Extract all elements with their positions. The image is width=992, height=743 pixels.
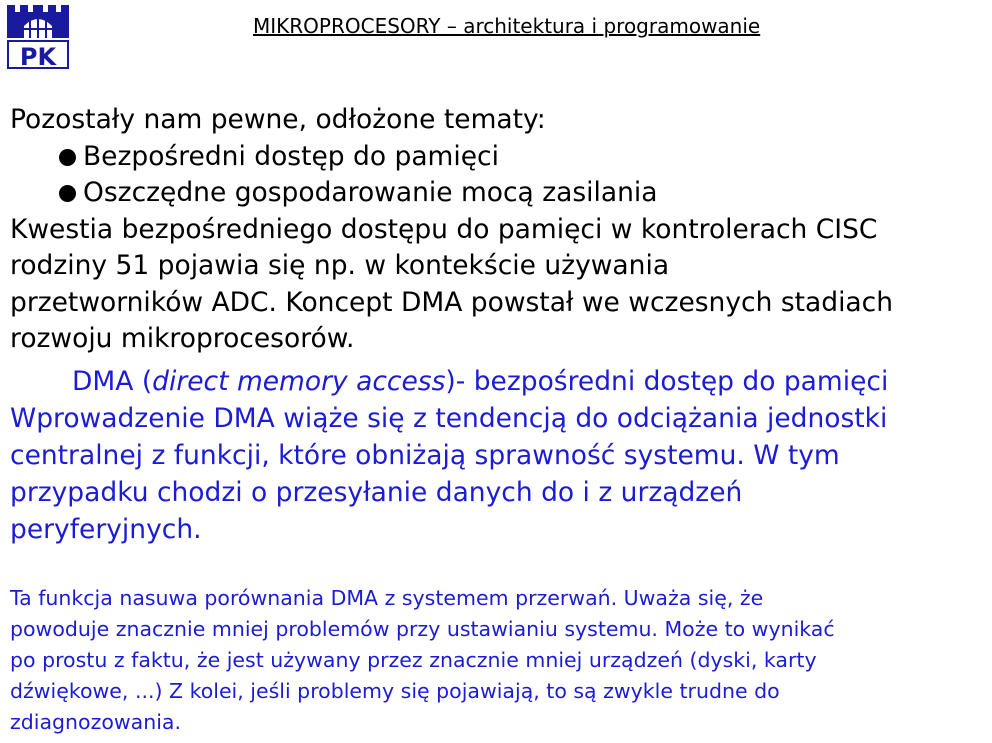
paragraph2-line: peryferyjnych. bbox=[10, 514, 202, 545]
paragraph3-line: zdiagnozowania. bbox=[10, 710, 181, 734]
bullet-dot-icon bbox=[59, 185, 76, 202]
paragraph3-line: Ta funkcja nasuwa porównania DMA z systemem przerwań. Uważa się, że bbox=[10, 586, 764, 610]
comparison-section bbox=[10, 583, 835, 738]
paragraph3-line: po prostu z faktu, że jest używany przez znacznie mniej urządzeń (dyski, karty bbox=[10, 648, 817, 672]
paragraph2-line: centralnej z funkcji, które obniżają sprawność systemu. W tym bbox=[10, 440, 840, 471]
bullet-text: Bezpośredni dostęp do pamięci bbox=[83, 140, 499, 172]
paragraph1-line: Kwestia bezpośredniego dostępu do pamięci w kontrolerach CISC bbox=[10, 213, 878, 245]
paragraph2-line: przypadku chodzi o przesyłanie danych do i z urządzeń bbox=[10, 477, 743, 508]
bullet-item bbox=[10, 139, 893, 176]
dma-definition: DMA (direct memory access)- bezpośredni dostęp do pamięci bbox=[72, 366, 889, 397]
bullet-text: Oszczędne gospodarowanie mocą zasilania bbox=[83, 177, 658, 208]
paragraph3-line: dźwiękowe, ...) Z kolei, jeśli problemy się pojawiają, to są zwykle trudne do bbox=[10, 679, 780, 703]
header-title: MIKROPROCESORY – architektura i programowanie bbox=[253, 14, 761, 38]
dma-term: direct memory access bbox=[152, 366, 446, 397]
intro-section bbox=[10, 102, 893, 358]
svg-text:PK: PK bbox=[19, 43, 57, 70]
bullet-dot-icon bbox=[59, 149, 76, 166]
intro-heading: Pozostały nam pewne, odłożone tematy: bbox=[10, 104, 546, 135]
paragraph2-line: Wprowadzenie DMA wiąże się z tendencją do odciążania jednostki bbox=[10, 403, 888, 434]
university-logo bbox=[6, 4, 70, 70]
paragraph1-line: przetworników ADC. Koncept DMA powstał we wczesnych stadiach bbox=[10, 286, 894, 318]
paragraph1-line: rozwoju mikroprocesorów. bbox=[10, 323, 355, 354]
paragraph1-line: rodziny 51 pojawia się np. w kontekście używania bbox=[10, 250, 670, 281]
paragraph3-line: powoduje znacznie mniej problemów przy ustawianiu systemu. Może to wynikać bbox=[10, 617, 835, 641]
bullet-item bbox=[10, 175, 893, 212]
dma-section bbox=[10, 363, 888, 548]
